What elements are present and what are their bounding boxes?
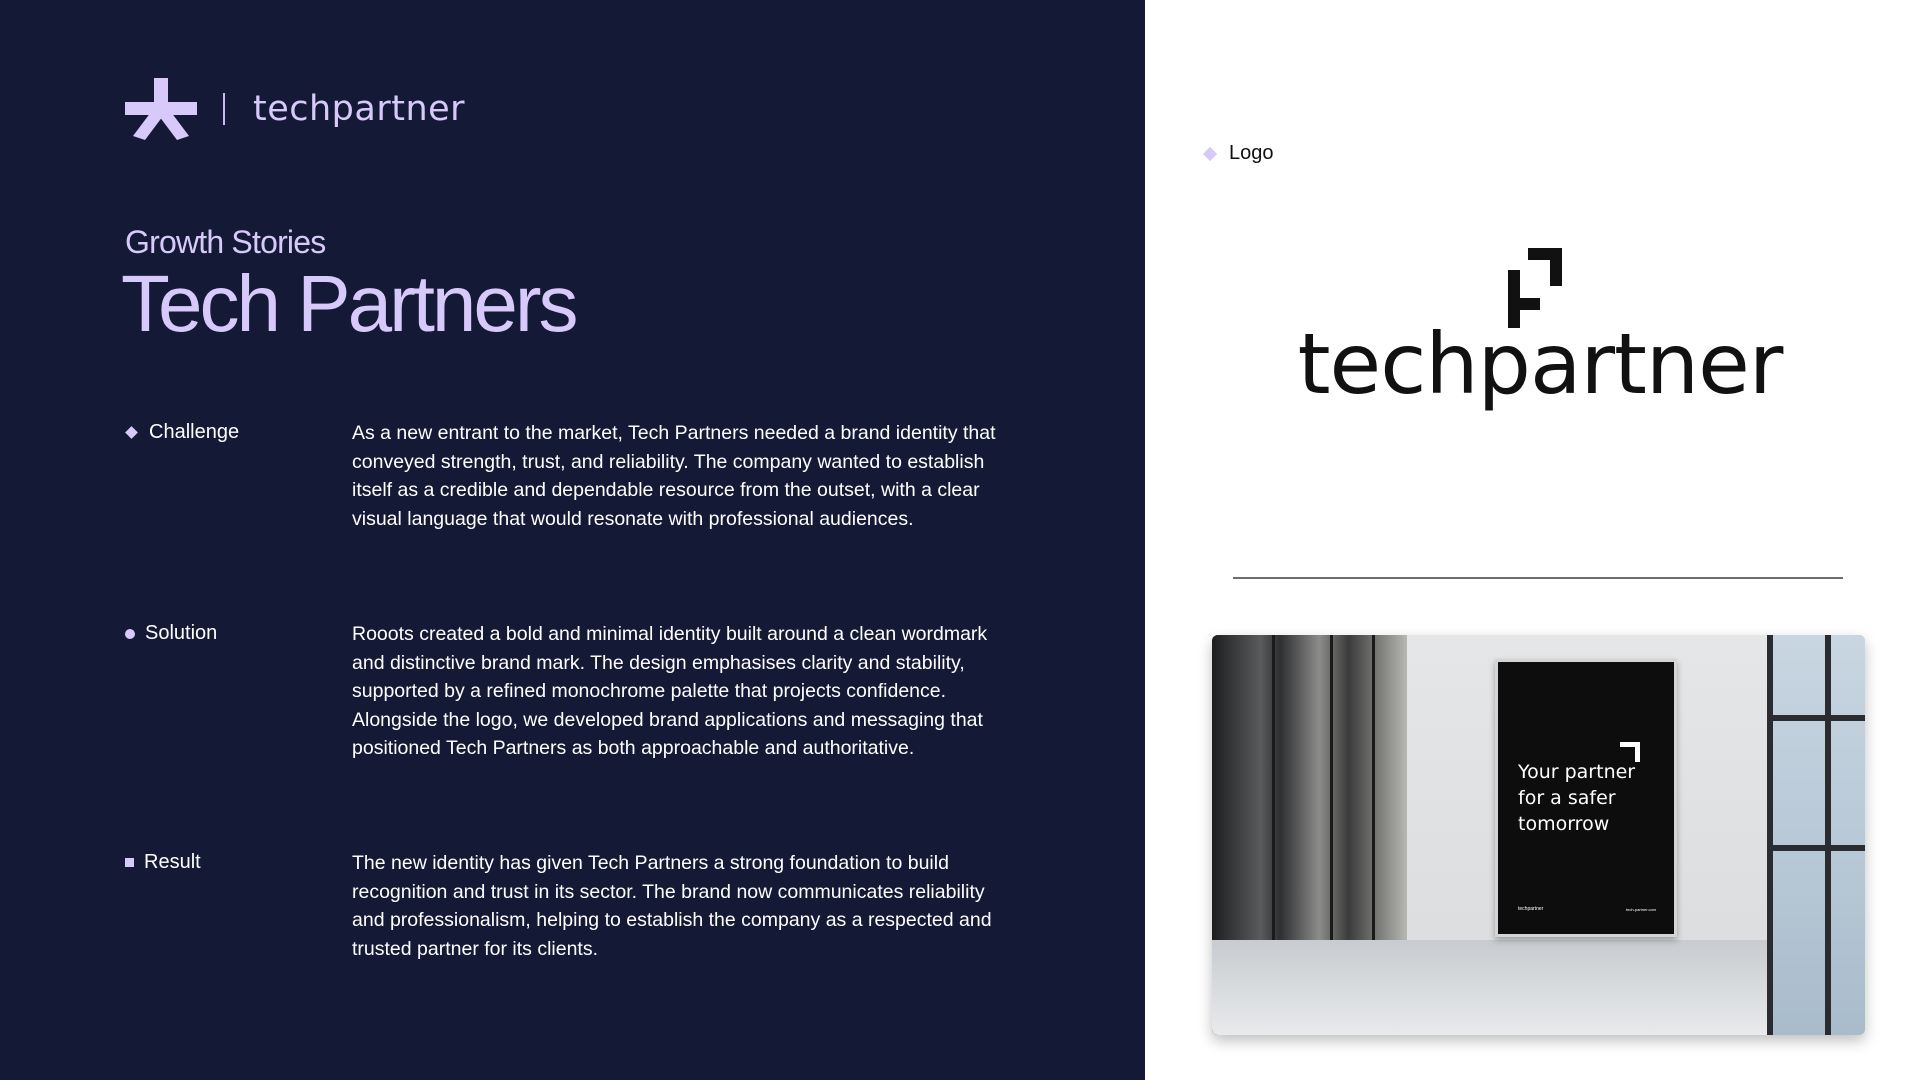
brand-name: techpartner	[253, 89, 466, 129]
header-brand	[125, 78, 465, 140]
solution-label: Solution	[145, 622, 218, 644]
section-label	[125, 851, 201, 874]
poster-footer-url: tech-partner.com	[1625, 907, 1656, 912]
logo-label-text: Logo	[1229, 142, 1274, 164]
diamond-bullet-icon	[1203, 146, 1217, 160]
asterisk-logo-icon	[125, 78, 197, 140]
window-frame	[1767, 845, 1865, 851]
page-eyebrow: Growth Stories	[125, 224, 326, 260]
solution-text: Rooots created a bold and minimal identity built around a clean wordmark and distinctive brand mark. The design emphasises clarity and stability, supported by a refined monochrome palette that projects confidence. Alongside the logo, we developed brand applications and messaging that positioned Tech Partners as both approachable and authoritative.	[352, 623, 988, 759]
right-panel	[1145, 0, 1920, 1080]
brand-divider	[223, 93, 225, 125]
lobby-window	[1767, 635, 1865, 1035]
page-title: Tech Partners	[121, 259, 576, 348]
poster-headline: Your partner for a safer tomorrow	[1518, 761, 1636, 835]
result-label: Result	[144, 851, 201, 873]
challenge-text: As a new entrant to the market, Tech Partners needed a brand identity that conveyed strength, trust, and reliability. The company wanted to establish itself as a credible and dependable resource from the outset, with a clear visual language that would resonate with professional audiences.	[352, 422, 996, 530]
challenge-label: Challenge	[149, 421, 240, 443]
square-bullet-icon	[125, 858, 134, 867]
section-label	[125, 622, 217, 645]
poster-footer-brand: techpartner	[1518, 906, 1544, 912]
result-text: The new identity has given Tech Partners a strong foundation to build recognition and trust in its sector. The brand now communicates reliability and professionalism, helping to establish the company as a respected and trusted partner for its clients.	[352, 852, 992, 960]
poster-mockup-photo	[1212, 635, 1865, 1035]
divider-line	[1233, 577, 1843, 579]
circle-bullet-icon	[125, 629, 135, 639]
diamond-bullet-icon	[125, 426, 138, 439]
window-frame	[1767, 715, 1865, 721]
window-mullion	[1825, 635, 1831, 1035]
poster	[1495, 659, 1677, 937]
logo-wordmark: techpartner	[1297, 315, 1783, 413]
window-mullion	[1767, 635, 1773, 1035]
logo-section-label	[1205, 142, 1274, 165]
section-label	[125, 421, 239, 444]
